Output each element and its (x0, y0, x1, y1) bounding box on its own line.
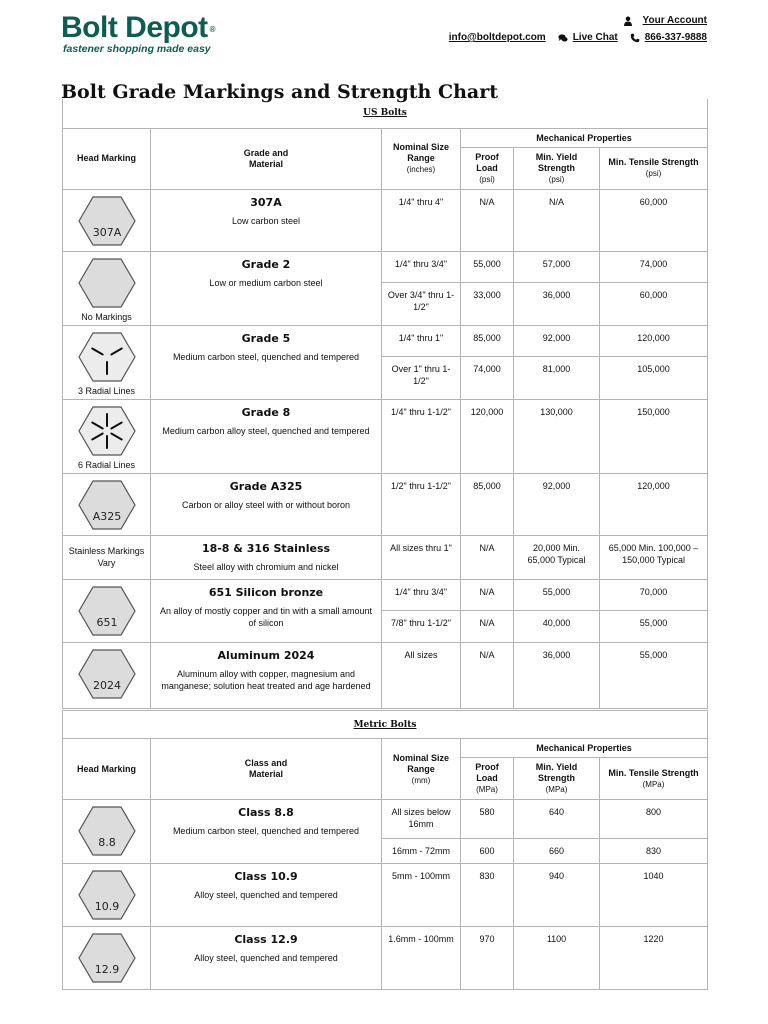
grade-description: An alloy of mostly copper and tin with a small amount of silicon (159, 605, 373, 628)
nominal-size-cell: 1/4" thru 1-1/2" (382, 399, 461, 473)
nominal-size-cell: 1/4" thru 1" (382, 325, 461, 356)
phone-icon (630, 33, 640, 43)
grade-description: Medium carbon steel, quenched and tempered (172, 351, 360, 362)
table-row (63, 473, 708, 535)
min-yield-cell: 940 (514, 864, 600, 927)
svg-text:2024: 2024 (92, 678, 121, 692)
grade-material-cell (151, 251, 382, 325)
us-bolts-table (62, 99, 708, 709)
metric-bolts-table (62, 710, 708, 990)
grade-name: Grade 2 (241, 257, 291, 271)
head-marking-note: Stainless Markings Vary (68, 546, 145, 568)
page-title: Bolt Grade Markings and Strength Chart (61, 80, 498, 103)
min-yield-cell: 55,000 (514, 579, 600, 610)
grade-description: Aluminum alloy with copper, magnesium and manganese; solution heat treated and age hardened (161, 668, 371, 691)
head-marking-cell (63, 642, 151, 708)
table-row (63, 864, 708, 927)
proof-load-cell: 85,000 (461, 473, 514, 535)
grade-material-cell (151, 800, 382, 864)
min-tensile-cell: 60,000 (600, 282, 708, 325)
your-account-label: Your Account (642, 15, 707, 26)
bolt-head-marked-icon (77, 195, 137, 247)
head-marking-cell (63, 927, 151, 990)
grade-material-cell (151, 579, 382, 642)
nominal-size-cell: All sizes below 16mm (382, 800, 461, 839)
us-bolts-title: US Bolts (63, 99, 708, 128)
proof-load-cell: N/A (461, 535, 514, 579)
proof-load-cell: N/A (461, 579, 514, 610)
grade-material-cell (151, 535, 382, 579)
table-row (63, 251, 708, 282)
proof-load-cell: 85,000 (461, 325, 514, 356)
contact-bar (449, 32, 707, 43)
proof-load-cell: 74,000 (461, 356, 514, 399)
min-yield-cell: 660 (514, 839, 600, 864)
table-row (63, 535, 708, 579)
head-marking-cell (63, 535, 151, 579)
head-marking-cell (63, 189, 151, 251)
header-min-tensile: Min. Tensile Strength (psi) (600, 147, 708, 189)
live-chat-link[interactable]: Live Chat (572, 32, 618, 43)
bolt-head-plain-icon (77, 257, 137, 309)
svg-text:651: 651 (96, 615, 117, 629)
bolt-head-3-radial-lines-icon (77, 331, 137, 383)
metric-bolts-title: Metric Bolts (63, 711, 708, 739)
grade-material-cell (151, 864, 382, 927)
bolt-head-marked-icon (77, 932, 137, 984)
min-tensile-cell: 120,000 (600, 473, 708, 535)
head-marking-cell (63, 399, 151, 473)
min-yield-cell: 640 (514, 800, 600, 839)
nominal-size-cell: 7/8" thru 1-1/2" (382, 610, 461, 642)
proof-load-cell: N/A (461, 189, 514, 251)
grade-name: Grade 8 (241, 405, 291, 419)
bolt-head-marked-icon (77, 869, 137, 921)
header-grade-material: Grade and Material (151, 128, 382, 189)
head-marking-note: 3 Radial Lines (77, 385, 136, 396)
min-tensile-cell: 1040 (600, 864, 708, 927)
user-icon (623, 16, 633, 26)
min-tensile-cell: 60,000 (600, 189, 708, 251)
min-yield-cell: 57,000 (514, 251, 600, 282)
grade-name: 651 Silicon bronze (208, 585, 324, 599)
grade-name: 307A (250, 195, 282, 209)
head-marking-cell (63, 325, 151, 399)
min-tensile-cell: 150,000 (600, 399, 708, 473)
grade-description: Carbon or alloy steel with or without boron (181, 499, 351, 510)
bolt-head-marked-icon (77, 479, 137, 531)
svg-text:12.9: 12.9 (94, 963, 119, 976)
head-marking-cell (63, 864, 151, 927)
proof-load-cell: 830 (461, 864, 514, 927)
header-nominal-size: Nominal Size Range (mm) (382, 739, 461, 800)
grade-description: Low carbon steel (231, 215, 301, 226)
phone-link[interactable]: 866-337-9888 (644, 32, 707, 43)
nominal-size-cell: 16mm - 72mm (382, 839, 461, 864)
bolt-depot-logo[interactable] (61, 13, 266, 55)
grade-name: Grade A325 (229, 479, 303, 493)
grade-description: Steel alloy with chromium and nickel (193, 561, 339, 572)
header-mechanical-properties: Mechanical Properties (461, 128, 708, 147)
nominal-size-cell: 1.6mm - 100mm (382, 927, 461, 990)
svg-text:8.8: 8.8 (97, 836, 116, 849)
min-tensile-cell: 70,000 (600, 579, 708, 610)
min-tensile-cell: 830 (600, 839, 708, 864)
proof-load-cell: 120,000 (461, 399, 514, 473)
min-yield-cell: 1100 (514, 927, 600, 990)
svg-text:307A: 307A (92, 225, 121, 239)
head-marking-note: No Markings (81, 311, 132, 322)
min-yield-cell: 36,000 (514, 642, 600, 708)
grade-name: Class 10.9 (234, 870, 298, 883)
proof-load-cell: 55,000 (461, 251, 514, 282)
logo-title: Bolt Depot ® (61, 11, 216, 44)
nominal-size-cell: 5mm - 100mm (382, 864, 461, 927)
grade-name: Class 8.8 (238, 806, 294, 819)
nominal-size-cell: Over 1" thru 1-1/2" (382, 356, 461, 399)
min-yield-cell: 40,000 (514, 610, 600, 642)
bolt-head-marked-icon (77, 585, 137, 637)
header-class-material: Class and Material (151, 739, 382, 800)
grade-material-cell (151, 325, 382, 399)
your-account-link[interactable] (623, 15, 707, 26)
header-min-yield: Min. Yield Strength (MPa) (514, 758, 600, 800)
grade-description: Alloy steel, quenched and tempered (194, 953, 338, 963)
head-marking-note: 6 Radial Lines (77, 459, 136, 470)
table-row (63, 642, 708, 708)
min-tensile-cell: 800 (600, 800, 708, 839)
table-row (63, 399, 708, 473)
proof-load-cell: N/A (461, 642, 514, 708)
min-tensile-cell: 120,000 (600, 325, 708, 356)
min-tensile-cell: 65,000 Min. 100,000 – 150,000 Typical (600, 535, 708, 579)
min-yield-cell: 81,000 (514, 356, 600, 399)
head-marking-cell (63, 579, 151, 642)
proof-load-cell: N/A (461, 610, 514, 642)
grade-description: Low or medium carbon steel (209, 277, 323, 288)
header-nominal-size: Nominal Size Range (inches) (382, 128, 461, 189)
nominal-size-cell: 1/2" thru 1-1/2" (382, 473, 461, 535)
svg-text:A325: A325 (92, 509, 121, 523)
min-tensile-cell: 105,000 (600, 356, 708, 399)
header-head-marking: Head Marking (63, 128, 151, 189)
grade-material-cell (151, 473, 382, 535)
nominal-size-cell: All sizes (382, 642, 461, 708)
min-yield-cell: 20,000 Min. 65,000 Typical (514, 535, 600, 579)
proof-load-cell: 600 (461, 839, 514, 864)
nominal-size-cell: 1/4" thru 3/4" (382, 579, 461, 610)
email-link[interactable]: info@boltdepot.com (448, 32, 546, 43)
proof-load-cell: 580 (461, 800, 514, 839)
header-proof-load: Proof Load (psi) (461, 147, 514, 189)
grade-name: 18-8 & 316 Stainless (201, 541, 331, 555)
table-row (63, 579, 708, 610)
logo-tagline: fastener shopping made easy (63, 43, 211, 55)
head-marking-cell (63, 800, 151, 864)
header-proof-load: Proof Load (MPa) (461, 758, 514, 800)
table-row (63, 325, 708, 356)
nominal-size-cell: 1/4" thru 4" (382, 189, 461, 251)
svg-text:10.9: 10.9 (94, 900, 119, 913)
bolt-head-6-radial-lines-icon (77, 405, 137, 457)
min-tensile-cell: 74,000 (600, 251, 708, 282)
header-mechanical-properties: Mechanical Properties (461, 739, 708, 758)
grade-description: Medium carbon alloy steel, quenched and tempered (162, 425, 370, 436)
header-head-marking: Head Marking (63, 739, 151, 800)
min-tensile-cell: 1220 (600, 927, 708, 990)
table-row (63, 927, 708, 990)
table-row (63, 800, 708, 839)
grade-material-cell (151, 927, 382, 990)
header-min-tensile: Min. Tensile Strength (MPa) (600, 758, 708, 800)
nominal-size-cell: Over 3/4" thru 1-1/2" (382, 282, 461, 325)
min-yield-cell: 92,000 (514, 473, 600, 535)
proof-load-cell: 970 (461, 927, 514, 990)
nominal-size-cell: 1/4" thru 3/4" (382, 251, 461, 282)
min-yield-cell: 92,000 (514, 325, 600, 356)
chat-icon (558, 33, 568, 43)
grade-name: Class 12.9 (234, 933, 298, 946)
min-tensile-cell: 55,000 (600, 610, 708, 642)
min-yield-cell: N/A (514, 189, 600, 251)
bolt-head-marked-icon (77, 805, 137, 857)
grade-description: Medium carbon steel, quenched and tempered (172, 826, 360, 836)
grade-material-cell (151, 399, 382, 473)
proof-load-cell: 33,000 (461, 282, 514, 325)
min-yield-cell: 130,000 (514, 399, 600, 473)
bolt-head-marked-icon (77, 648, 137, 700)
min-yield-cell: 36,000 (514, 282, 600, 325)
nominal-size-cell: All sizes thru 1" (382, 535, 461, 579)
table-row (63, 189, 708, 251)
header-min-yield: Min. Yield Strength (psi) (514, 147, 600, 189)
min-tensile-cell: 55,000 (600, 642, 708, 708)
head-marking-cell (63, 473, 151, 535)
grade-name: Aluminum 2024 (217, 648, 315, 662)
head-marking-cell (63, 251, 151, 325)
grade-name: Grade 5 (241, 331, 291, 345)
grade-description: Alloy steel, quenched and tempered (194, 890, 338, 900)
grade-material-cell (151, 189, 382, 251)
grade-material-cell (151, 642, 382, 708)
